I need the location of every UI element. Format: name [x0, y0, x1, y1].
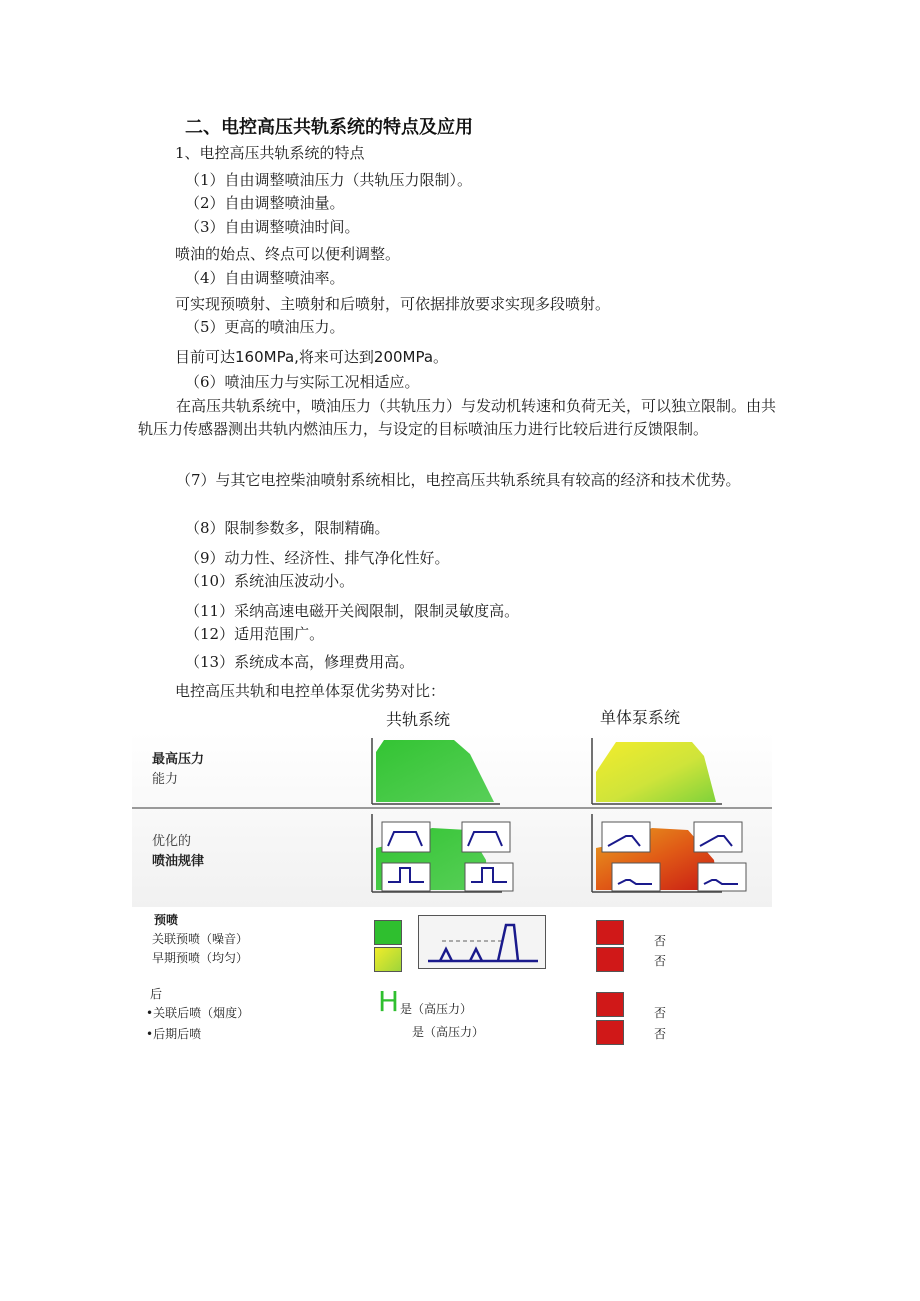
list-item: （11）采纳高速电磁开关阀限制，限制灵敏度高。 — [185, 602, 520, 620]
list-item: （2）自由调整喷油量。 — [185, 194, 345, 212]
list-item: （8）限制参数多，限制精确。 — [185, 519, 390, 537]
row-label-max-pressure: 最高压力 能力 — [152, 752, 205, 787]
label-close-post-injection: •关联后喷（烟度） — [146, 1006, 250, 1020]
list-item: （1）自由调整喷油压力（共轨压力限制）。 — [185, 171, 473, 189]
list-item: （5）更高的喷油压力。 — [185, 318, 345, 336]
list-item: （10）系统油压波动小。 — [185, 572, 355, 590]
row-label-injection-law: 优化的 喷油规律 — [152, 834, 205, 869]
status-red-square — [596, 1020, 624, 1045]
list-item: （12）适用范围广。 — [185, 625, 325, 643]
label-late-post-injection: •后期后喷 — [146, 1027, 202, 1041]
list-item: 目前可达160MPa,将来可达到200MPa。 — [175, 348, 449, 366]
paragraph: 在高压共轨系统中，喷油压力（共轨压力）与发动机转速和负荷无关，可以独立限制。由共轨压力传感器测出共轨内燃油压力，与设定的目标喷油压力进行比较后进行反馈限制。 — [138, 397, 777, 438]
paragraph: （7）与其它电控柴油喷射系统相比，电控高压共轨系统具有较高的经济和技术优势。 — [176, 471, 741, 489]
status-red-square — [596, 947, 624, 972]
value-no: 否 — [654, 1006, 667, 1020]
section-subheading: 1、电控高压共轨系统的特点 — [175, 144, 365, 162]
label-post-injection: 后 — [150, 987, 163, 1001]
label-close-pre-injection: 关联预喷（噪音） — [152, 932, 249, 946]
green-h-mark: H — [378, 985, 400, 1018]
status-red-square — [596, 992, 624, 1017]
status-red-square — [596, 920, 624, 945]
comparison-figure — [132, 732, 772, 907]
value-yes-high-pressure: 是（高压力） — [412, 1025, 485, 1039]
label-early-pre-injection: 早期预喷（均匀） — [152, 951, 249, 965]
label-pre-injection: 预喷 — [154, 913, 179, 927]
page-heading: 二、电控高压共轨系统的特点及应用 — [185, 117, 473, 138]
list-item: （4）自由调整喷油率。 — [185, 269, 345, 287]
value-yes-high-pressure: 是（高压力） — [400, 1002, 473, 1016]
list-item: 喷油的始点、终点可以便利调整。 — [175, 245, 401, 263]
value-no: 否 — [654, 1027, 667, 1041]
comparison-title: 电控高压共轨和电控单体泵优劣势对比： — [175, 682, 446, 700]
status-green-square — [374, 920, 402, 945]
status-yellow-green-square — [374, 947, 402, 972]
list-item: （13）系统成本高，修理费用高。 — [185, 653, 415, 671]
column-label-common-rail: 共轨系统 — [386, 710, 451, 729]
list-item: （6）喷油压力与实际工况相适应。 — [185, 373, 420, 391]
list-item: （3）自由调整喷油时间。 — [185, 218, 360, 236]
list-item: （9）动力性、经济性、排气净化性好。 — [185, 549, 450, 567]
pre-injection-diagram — [418, 915, 546, 969]
value-no: 否 — [654, 954, 667, 968]
list-item: 可实现预喷射、主喷射和后喷射，可依据排放要求实现多段喷射。 — [175, 295, 611, 313]
value-no: 否 — [654, 934, 667, 948]
column-label-unit-pump: 单体泵系统 — [600, 708, 681, 727]
